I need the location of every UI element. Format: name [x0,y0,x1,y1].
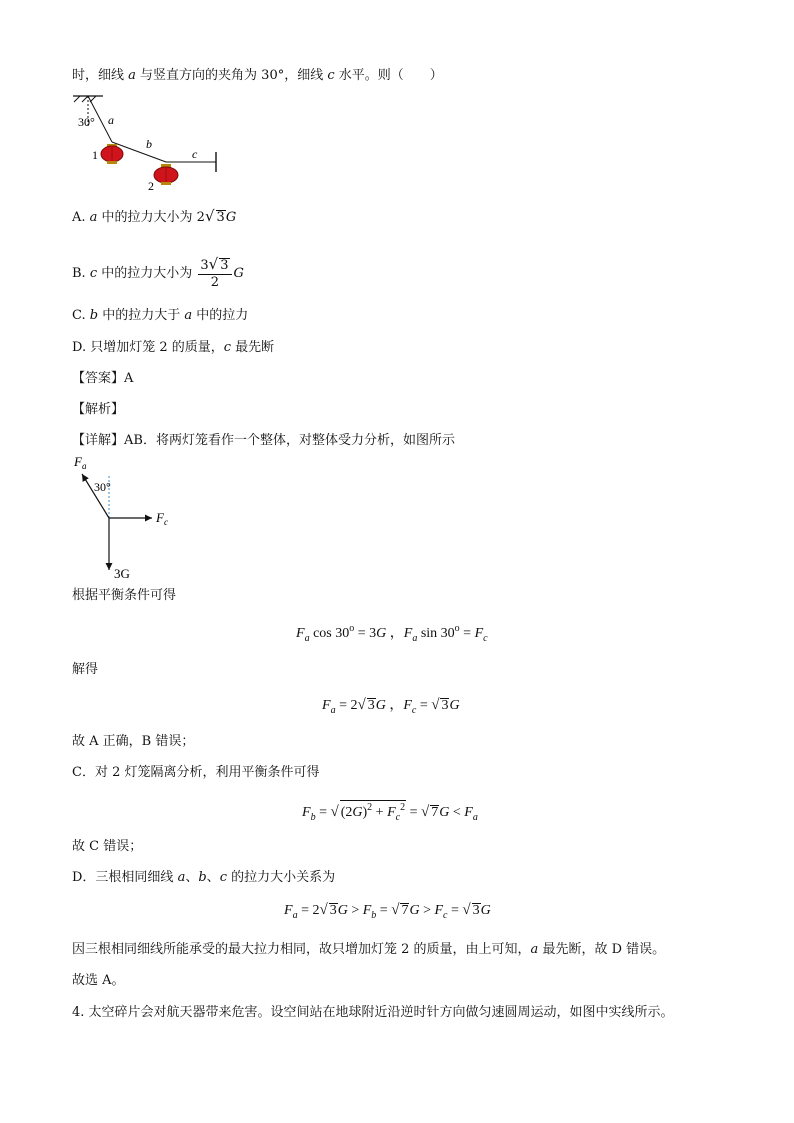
fc-sub: c [164,517,168,527]
equation-1: $F_a$ $\cos 30^o = 3G$ ，$F_a$ $\sin 30^o = F_c$ [296,623,488,644]
text-solve: 解得 [72,662,99,677]
angle-label: 30° [78,115,95,129]
label-b: b [146,137,152,151]
option-d: D. 只增加灯笼 2 的质量，c 最先断 [72,340,275,355]
angle-label-force: 30° [94,480,111,494]
analysis-title: 【解析】 [72,402,125,417]
option-b: B. c 中的拉力大小为 $\frac{3√ 3}{2}$ G [72,255,244,290]
equation-3: $F_b$ = √ $(2G)^2 + F_c^2$ = √ $7G < F_a$ [302,802,478,823]
option-c: C. b 中的拉力大于 a 中的拉力 [72,308,249,323]
question-intro: 时，细线 a 与竖直方向的夹角为 30°，细线 c 水平。则（ ） [72,68,443,83]
weight-label: 3G [114,566,130,581]
lantern-figure [70,90,230,195]
label-c: c [192,147,198,161]
d-intro: D．三根相同细线 a、b、c 的拉力大小关系为 [72,870,336,885]
conclusion-c: 故 C 错误； [72,839,143,854]
equation-2: $F_a = 2√$ 3G ，$F_c$ = √ 3G [322,697,460,716]
equation-4: $F_a = 2√$ $3G > F_b$ = √ $7G > F_c$ = √ 3G [284,902,491,921]
option-a: A. a 中的拉力大小为 2√ 3G [72,207,237,225]
c-intro: C．对 2 灯笼隔离分析，利用平衡条件可得 [72,765,320,780]
detail-intro: 【详解】AB．将两灯笼看作一个整体，对整体受力分析，如图所示 [72,433,455,448]
force-diagram [68,452,188,584]
conclusion-ab: 故 A 正确，B 错误； [72,734,195,749]
answer: 【答案】A [72,371,134,386]
final-choice: 故选 A。 [72,973,125,988]
lantern-2-icon [154,164,178,185]
text-equilibrium: 根据平衡条件可得 [72,588,177,603]
d-reason: 因三根相同细线所能承受的最大拉力相同，故只增加灯笼 2 的质量，由上可知，a 最先断，故 D 错误。 [72,942,666,957]
question-4: 4. 太空碎片会对航天器带来危害。设空间站在地球附近沿逆时针方向做匀速圆周运动，如图中实线所示。 [72,1005,674,1020]
fc-label: F [156,510,164,525]
fa-sub: a [82,461,87,471]
lantern-2-label: 2 [148,179,154,193]
lantern-1-icon [101,144,123,164]
label-a: a [108,113,114,127]
fa-label: F [74,454,82,469]
lantern-1-label: 1 [92,148,98,162]
